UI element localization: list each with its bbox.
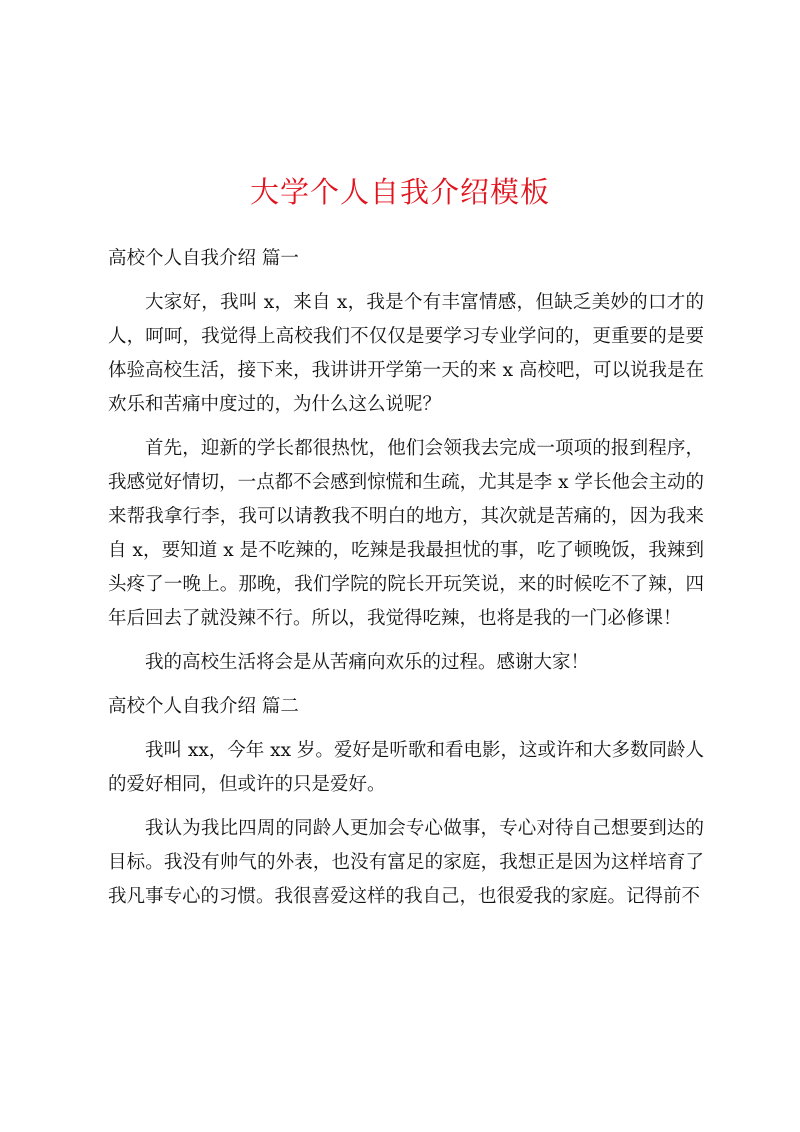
section-2-paragraph-2: 我认为我比四周的同龄人更加会专心做事，专心对待自己想要到达的目标。我没有帅气的外表，也没有富足的家庭，我想正是因为这样培育了我凡事专心的习惯。我很喜爱这样的我自己，也很爱我的家庭。记得前不	[108, 818, 704, 907]
document-title: 大学个人自我介绍模板	[249, 175, 550, 209]
section-2-paragraph-1: 我叫 xx，今年 xx 岁。爱好是听歌和看电影，这或许和大多数同龄人的爱好相同，但或许的只是爱好。	[108, 740, 704, 795]
section-heading-1: 高校个人自我介绍 篇一	[108, 248, 299, 269]
section-1-paragraph-1: 大家好，我叫 x，来自 x，我是个有丰富情感，但缺乏美妙的口才的人，呵呵，我觉得上高校我们不仅仅是要学习专业学问的，更重要的是要体验高校生活，接下来，我讲讲开学第一天的来 x 高校吧，可以说我是在欢乐和苦痛中度过的，为什么这么说呢？	[108, 292, 704, 415]
document-body	[108, 242, 704, 914]
section-1-paragraph-2: 首先，迎新的学长都很热忱，他们会领我去完成一项项的报到程序，我感觉好情切，一点都不会感到惊慌和生疏，尤其是李 x 学长他会主动的来帮我拿行李，我可以请教我不明白的地方，其次就是苦痛的，因为我来自 x，要知道 x 是不吃辣的，吃辣是我最担忧的事，吃了顿晚饭，我辣到头疼了一晚上。那晚，我们学院的院长开玩笑说，来的时候吃不了辣，四年后回去了就没辣不行。所以，我觉得吃辣，也将是我的一门必修课！	[108, 438, 704, 629]
section-1-paragraph-3: 我的高校生活将会是从苦痛向欢乐的过程。感谢大家！	[145, 652, 590, 673]
section-heading-2: 高校个人自我介绍 篇二	[108, 696, 299, 717]
